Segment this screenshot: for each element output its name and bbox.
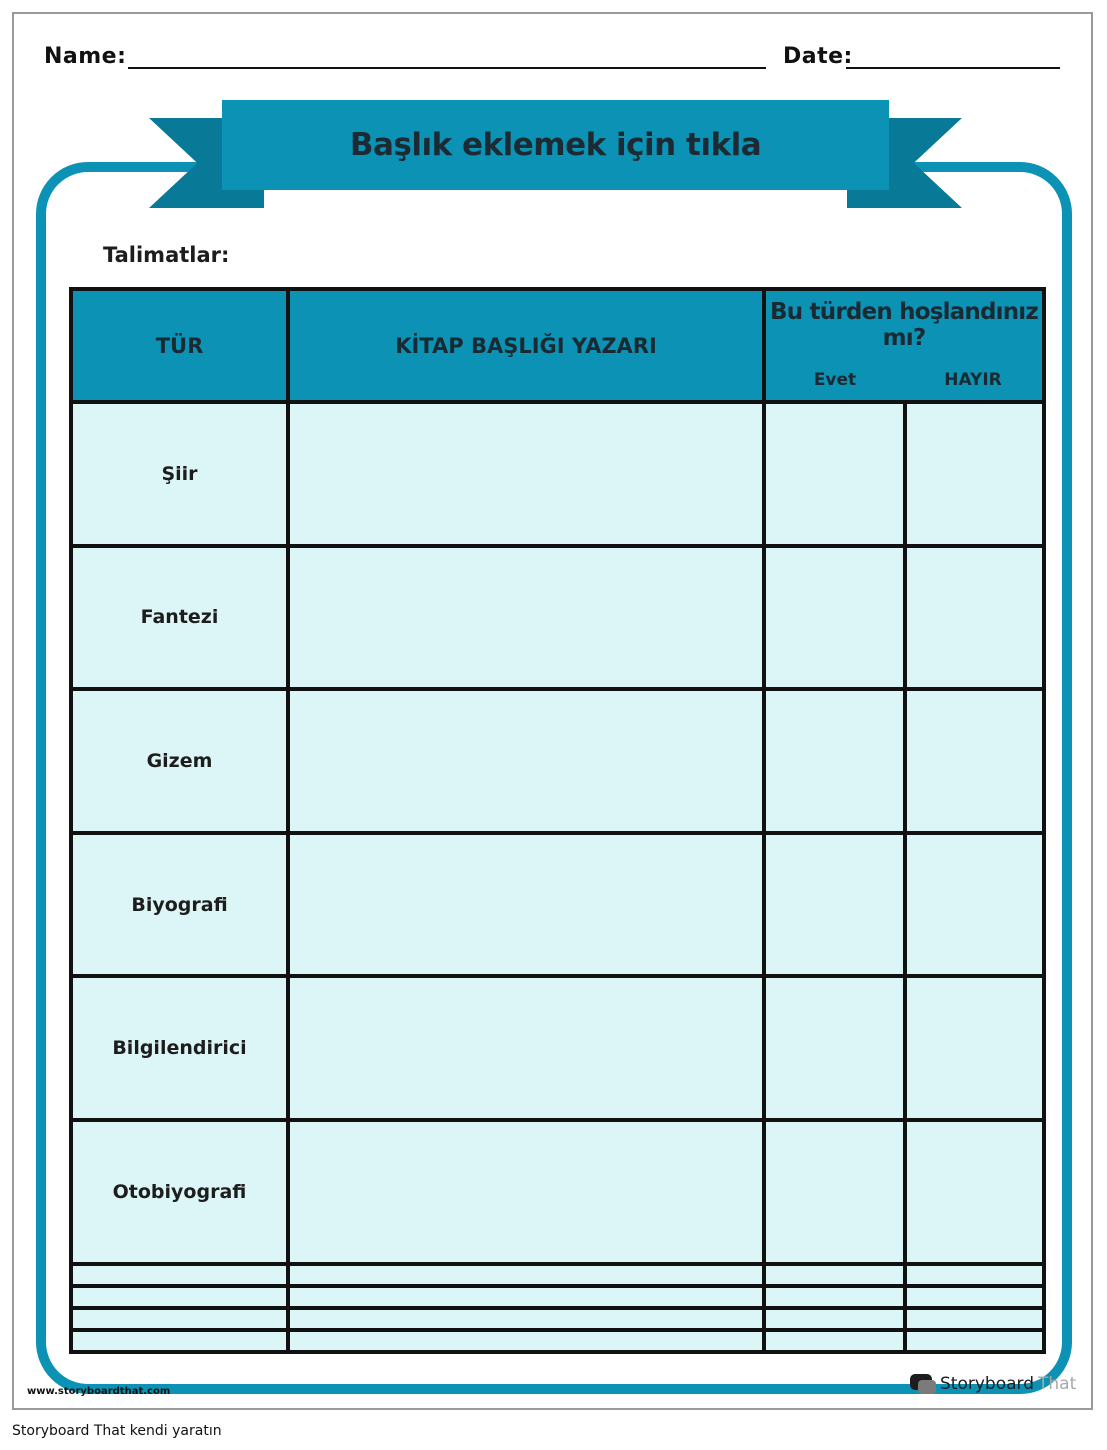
table-row [71, 1264, 1044, 1286]
no-cell[interactable] [905, 833, 1044, 977]
genre-cell: Bilgilendirici [71, 976, 288, 1120]
yes-cell[interactable] [764, 1330, 905, 1352]
no-cell[interactable] [905, 1286, 1044, 1308]
date-label: Date: [783, 44, 853, 69]
table-row [71, 1120, 1044, 1264]
no-cell[interactable] [905, 689, 1044, 833]
book-cell[interactable] [288, 402, 764, 546]
no-cell[interactable] [905, 1308, 1044, 1330]
yes-cell[interactable] [764, 1264, 905, 1286]
table-row [71, 833, 1044, 977]
no-column-label: HAYIR [944, 370, 1002, 390]
table-row [71, 1286, 1044, 1308]
genre-cell: Biyografi [71, 833, 288, 977]
book-cell[interactable] [288, 833, 764, 977]
instructions-label: Talimatlar: [103, 243, 230, 267]
book-cell[interactable] [288, 1286, 764, 1308]
book-column-header: KİTAP BAŞLIĞI YAZARI [288, 289, 764, 402]
speech-bubble-icon [910, 1374, 936, 1394]
yes-cell[interactable] [764, 833, 905, 977]
book-cell[interactable] [288, 1330, 764, 1352]
logo-word-that: That [1038, 1374, 1077, 1394]
no-cell[interactable] [905, 1264, 1044, 1286]
yes-cell[interactable] [764, 1120, 905, 1264]
no-cell[interactable] [905, 1120, 1044, 1264]
genre-cell: Şiir [71, 402, 288, 546]
book-cell[interactable] [288, 1308, 764, 1330]
no-cell[interactable] [905, 402, 1044, 546]
no-cell[interactable] [905, 1330, 1044, 1352]
genre-cell[interactable] [71, 1308, 288, 1330]
genre-cell[interactable] [71, 1330, 288, 1352]
book-cell[interactable] [288, 1120, 764, 1264]
name-label: Name: [44, 44, 127, 69]
yes-cell[interactable] [764, 1308, 905, 1330]
footer-url: www.storyboardthat.com [27, 1386, 171, 1397]
liked-question: Bu türden hoşlandınız mı? [770, 299, 1038, 351]
no-cell[interactable] [905, 976, 1044, 1120]
yes-cell[interactable] [764, 546, 905, 690]
book-cell[interactable] [288, 976, 764, 1120]
worksheet-title[interactable]: Başlık eklemek için tıkla [349, 127, 762, 163]
genre-cell: Otobiyografi [71, 1120, 288, 1264]
yes-cell[interactable] [764, 689, 905, 833]
liked-column-header [764, 289, 1044, 402]
book-cell[interactable] [288, 1264, 764, 1286]
book-cell[interactable] [288, 689, 764, 833]
yes-cell[interactable] [764, 1286, 905, 1308]
book-cell[interactable] [288, 546, 764, 690]
date-field[interactable] [846, 67, 1060, 69]
storyboardthat-logo [910, 1374, 1076, 1394]
table-row [71, 976, 1044, 1120]
no-cell[interactable] [905, 546, 1044, 690]
genre-cell: Fantezi [71, 546, 288, 690]
name-field[interactable] [128, 67, 766, 69]
genre-column-header: TÜR [71, 289, 288, 402]
table-row [71, 402, 1044, 546]
yes-cell[interactable] [764, 976, 905, 1120]
yes-cell[interactable] [764, 402, 905, 546]
logo-word-storyboard: Storyboard [940, 1374, 1034, 1394]
reading-genre-table [69, 287, 1046, 1354]
genre-cell: Gizem [71, 689, 288, 833]
table-row [71, 546, 1044, 690]
table-header-row [71, 289, 1044, 402]
title-banner[interactable] [222, 100, 889, 190]
genre-cell[interactable] [71, 1286, 288, 1308]
table-row [71, 689, 1044, 833]
yes-column-label: Evet [813, 370, 857, 390]
table-row [71, 1330, 1044, 1352]
bottom-caption: Storyboard That kendi yaratın [12, 1423, 222, 1439]
genre-cell[interactable] [71, 1264, 288, 1286]
table-row [71, 1308, 1044, 1330]
